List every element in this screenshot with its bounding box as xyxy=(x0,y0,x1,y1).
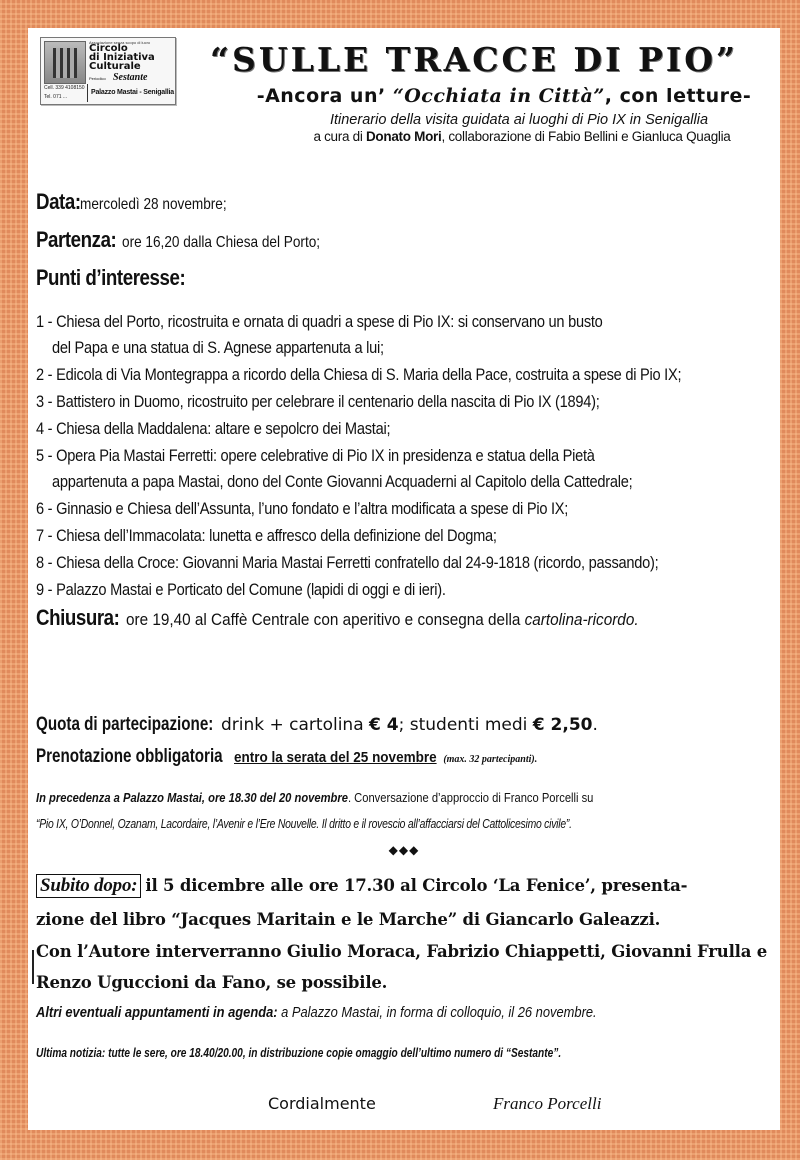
after-text: il 5 dicembre alle ore 17.30 al Circolo ‘La Fenice’, presenta- xyxy=(145,876,688,895)
date-value: mercoledì 28 novembre; xyxy=(80,196,228,213)
logo-phone-cell: Cell. 339 4108150 xyxy=(44,85,85,91)
point-item: 3 - Battistero in Duomo, ricostruito per celebrare il centenario della nascita di Pio IX (1894); xyxy=(36,392,600,411)
point-item: 6 - Ginnasio e Chiesa dell’Assunta, l’uno fondato e l’altra modificata a spese di Pio IX; xyxy=(36,499,569,518)
closing-line xyxy=(36,605,696,631)
signature: Franco Porcelli xyxy=(493,1094,602,1113)
preceding-topic: “Pio IX, O’Donnel, Ozanam, Lacordaire, l’Avenir e l’Ere Nouvelle. Il dritto e il rovescio all’affacciarsi del Cattolicesimo civile”. xyxy=(36,816,572,831)
date-line xyxy=(36,189,253,215)
closing-italic: cartolina-ricordo. xyxy=(524,610,639,629)
logo-name-line: Circolo xyxy=(89,43,128,54)
departure-value: ore 16,20 dalla Chiesa del Porto; xyxy=(122,234,321,251)
after-line-1 xyxy=(36,874,687,898)
logo-periodico-name: Sestante xyxy=(113,72,148,83)
point-item: 7 - Chiesa dell’Immacolata: lunetta e affresco della definizione del Dogma; xyxy=(36,526,497,545)
point-item: 2 - Edicola di Via Montegrappa a ricordo della Chiesa di S. Maria della Pace, costruita a spese di Pio IX; xyxy=(36,365,682,384)
margin-mark xyxy=(32,950,34,984)
logo-tagline: Associazione senza scopo di lucro xyxy=(89,40,151,45)
booking-max: (max. 32 partecipanti). xyxy=(443,754,538,765)
subtitle-pre: -Ancora un’ xyxy=(256,85,393,107)
itinerary-line: Itinerario della visita guidata ai luoghi di Pio IX in Senigallia xyxy=(329,112,709,128)
preceding-line xyxy=(36,790,593,805)
fee-price-1: € 4 xyxy=(369,715,399,735)
point-item: 8 - Chiesa della Croce: Giovanni Maria Mastai Ferretti confratello dal 24-9-1818 (ricordo, passando); xyxy=(36,553,659,572)
after-line-4: Renzo Uguccioni da Fano, se possibile. xyxy=(36,973,388,992)
point-item-cont: del Papa e una statua di S. Agnese appartenuta a lui; xyxy=(52,338,384,357)
points-label: Punti d’interesse: xyxy=(36,265,186,290)
after-line-2: zione del libro “Jacques Maritain e le Marche” di Giancarlo Galeazzi. xyxy=(36,910,661,929)
departure-line xyxy=(36,227,355,253)
after-box-label: Subito dopo: xyxy=(36,874,141,898)
point-item: 5 - Opera Pia Mastai Ferretti: opere celebrative di Pio IX in presidenza e statua della Pietà xyxy=(36,446,595,465)
other-value: a Palazzo Mastai, in forma di colloquio, il 26 novembre. xyxy=(277,1004,597,1021)
fee-text-2: ; studenti medi xyxy=(398,715,533,735)
greeting: Cordialmente xyxy=(268,1094,376,1113)
logo-location: Palazzo Mastai - Senigallia xyxy=(91,89,174,96)
page-title: “SULLE TRACCE DI PIO” xyxy=(210,40,738,79)
departure-label: Partenza: xyxy=(36,227,117,252)
subtitle xyxy=(28,85,780,107)
fee-text-1: drink + cartolina xyxy=(220,715,370,735)
booking-deadline: entro la serata del 25 novembre xyxy=(233,749,437,766)
preceding-bold: In precedenza a Palazzo Mastai, ore 18.30 del 20 novembre xyxy=(36,790,348,805)
booking-label: Prenotazione obbligatoria xyxy=(36,746,223,767)
fee-end: . xyxy=(592,715,598,735)
logo-phone-tel: Tel. 071 ... xyxy=(44,94,68,100)
other-appointments xyxy=(36,1004,597,1021)
fee-label: Quota di partecipazione: xyxy=(36,714,214,735)
subtitle-italic: “Occhiata in Città” xyxy=(392,85,605,107)
logo-name-line: di Iniziativa xyxy=(89,52,155,63)
other-label: Altri eventuali appuntamenti in agenda: xyxy=(36,1004,278,1021)
fee-line xyxy=(36,714,598,736)
fee-value xyxy=(221,715,598,735)
diamond-separator-icon: ◆◆◆ xyxy=(388,843,420,857)
fee-price-2: € 2,50 xyxy=(532,715,593,735)
closing-text: ore 19,40 al Caffè Centrale con aperitivo e consegna della xyxy=(126,610,525,629)
curator-line xyxy=(28,129,780,144)
closing-value xyxy=(126,610,639,630)
point-item-cont: appartenuta a papa Mastai, dono del Conte Giovanni Acquaderni al Capitolo della Cattedrale; xyxy=(52,472,633,491)
point-item: 9 - Palazzo Mastai e Porticato del Comune (lapidi di oggi e di ieri). xyxy=(36,580,446,599)
date-label: Data: xyxy=(36,189,81,214)
flyer-page xyxy=(28,28,780,1130)
closing-label: Chiusura: xyxy=(36,605,120,630)
preceding-rest: . Conversazione d’approccio di Franco Porcelli su xyxy=(347,790,594,805)
point-item: 4 - Chiesa della Maddalena: altare e sepolcro dei Mastai; xyxy=(36,419,391,438)
curator-post: , collaborazione di Fabio Bellini e Gianluca Quaglia xyxy=(441,129,731,144)
logo-name-line: Culturale xyxy=(89,61,141,72)
point-item: 1 - Chiesa del Porto, ricostruita e ornata di quadri a spese di Pio IX: si conservano un busto xyxy=(36,312,603,331)
booking-line xyxy=(36,746,537,768)
logo-periodico-label: Periodico xyxy=(89,76,106,81)
points-heading xyxy=(36,265,198,291)
subtitle-post: , con letture- xyxy=(604,85,752,107)
last-news: Ultima notizia: tutte le sere, ore 18.40/20.00, in distribuzione copie omaggio dell’ultimo numero di “Sestante”. xyxy=(36,1045,562,1060)
after-line-3: Con l’Autore interverranno Giulio Moraca, Fabrizio Chiappetti, Giovanni Frulla e xyxy=(36,942,768,961)
curator-pre: a cura di xyxy=(313,129,366,144)
curator-name: Donato Mori xyxy=(365,129,442,144)
